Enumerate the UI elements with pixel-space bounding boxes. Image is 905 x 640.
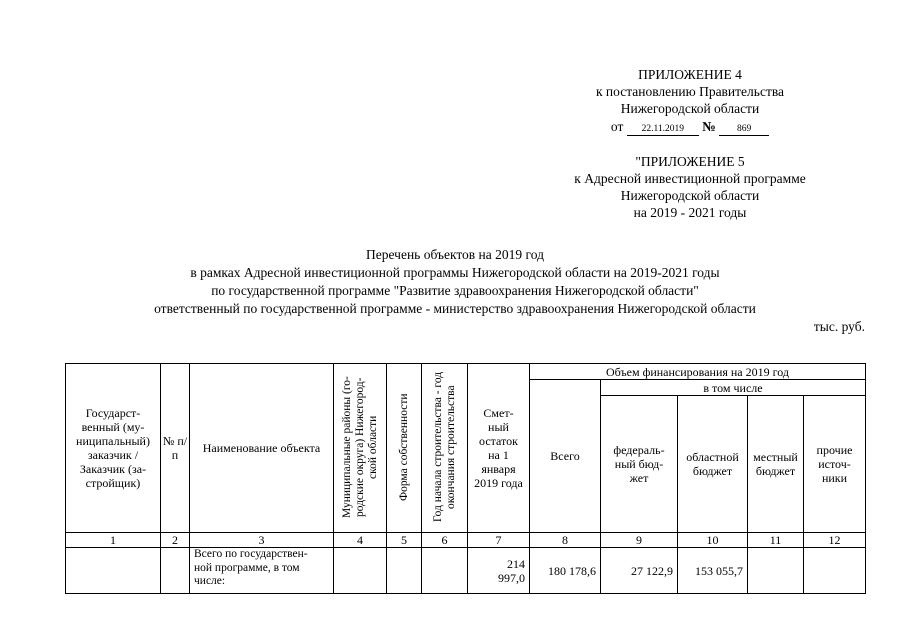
col-number: 9	[601, 533, 678, 548]
header-years-cell	[422, 364, 468, 533]
col-number: 2	[161, 533, 190, 548]
cell-customer	[66, 548, 161, 594]
col-number: 6	[422, 533, 468, 548]
document-title	[60, 246, 850, 318]
header-years: Год начала строительства - год окончания строительства	[431, 371, 457, 522]
appendix-5-title: "ПРИЛОЖЕНИЕ 5	[635, 154, 745, 169]
appendix-5-line4: на 2019 - 2021 годы	[633, 205, 747, 220]
number-label: №	[702, 119, 716, 134]
from-label: от	[610, 119, 624, 134]
col-number: 5	[387, 533, 422, 548]
appendix-5-line3: Нижегородской области	[620, 188, 760, 203]
units-label: тыс. руб.	[813, 319, 865, 334]
decree-date: 22.11.2019	[627, 124, 699, 136]
col-number: 12	[804, 533, 866, 548]
col-number: 10	[678, 533, 748, 548]
cell-local	[748, 548, 804, 594]
header-ownership: Форма собственности	[397, 392, 410, 501]
objects-table	[65, 363, 866, 594]
appendix-4-line2: к постановлению Правительства	[595, 84, 785, 99]
appendix-5-header	[520, 153, 860, 221]
col-number: 3	[190, 533, 334, 548]
header-name: Наименование объекта	[190, 364, 334, 533]
col-number: 4	[334, 533, 387, 548]
title-line-4: ответственный по государственной программе - министерство здравоохранения Нижегородской области	[154, 301, 756, 316]
appendix-4-date-line	[520, 118, 860, 136]
cell-federal: 27 122,9	[601, 548, 678, 594]
decree-number: 869	[719, 124, 769, 136]
cell-regional: 153 055,7	[678, 548, 748, 594]
title-line-2: в рамках Адресной инвестиционной программы Нижегородской области на 2019-2021 годы	[190, 265, 720, 280]
title-line-1: Перечень объектов на 2019 год	[366, 247, 544, 262]
col-number: 7	[468, 533, 530, 548]
header-other: прочие источ-ники	[804, 396, 866, 533]
cell-balance: 214 997,0	[468, 548, 530, 594]
col-number: 11	[748, 533, 804, 548]
appendix-5-line2: к Адресной инвестиционной программе	[574, 171, 806, 186]
header-ownership-cell	[387, 364, 422, 533]
header-row-1	[66, 364, 866, 380]
header-financing-group: Объем финансирования на 2019 год	[530, 364, 866, 380]
table-row-total	[66, 548, 866, 594]
col-number: 8	[530, 533, 601, 548]
header-total: Всего	[530, 380, 601, 533]
title-line-3: по государственной программе "Развитие здравоохранения Нижегородской области"	[211, 283, 699, 298]
column-numbers-row	[66, 533, 866, 548]
cell-num	[161, 548, 190, 594]
col-number: 1	[66, 533, 161, 548]
cell-other	[804, 548, 866, 594]
header-customer: Государст-венный (му-ниципальный) заказчик / Заказчик (за-стройщик)	[66, 364, 161, 533]
appendix-4-header	[520, 66, 860, 136]
header-num: № п/п	[161, 364, 190, 533]
header-districts: Муниципальные районы (го-родские округа) Нижегород-ской области	[340, 375, 379, 518]
cell-years	[422, 548, 468, 594]
header-local: местный бюджет	[748, 396, 804, 533]
appendix-4-line3: Нижегородской области	[620, 101, 760, 116]
cell-districts	[334, 548, 387, 594]
appendix-4-title: ПРИЛОЖЕНИЕ 4	[638, 67, 742, 82]
cell-total: 180 178,6	[530, 548, 601, 594]
cell-ownership	[387, 548, 422, 594]
header-subgroup: в том числе	[601, 380, 866, 396]
header-balance: Смет-ный остаток на 1 января 2019 года	[468, 364, 530, 533]
cell-name: Всего по государствен-ной программе, в том числе:	[190, 548, 334, 594]
header-federal: федераль-ный бюд-жет	[601, 396, 678, 533]
header-regional: областной бюджет	[678, 396, 748, 533]
header-districts-cell	[334, 364, 387, 533]
